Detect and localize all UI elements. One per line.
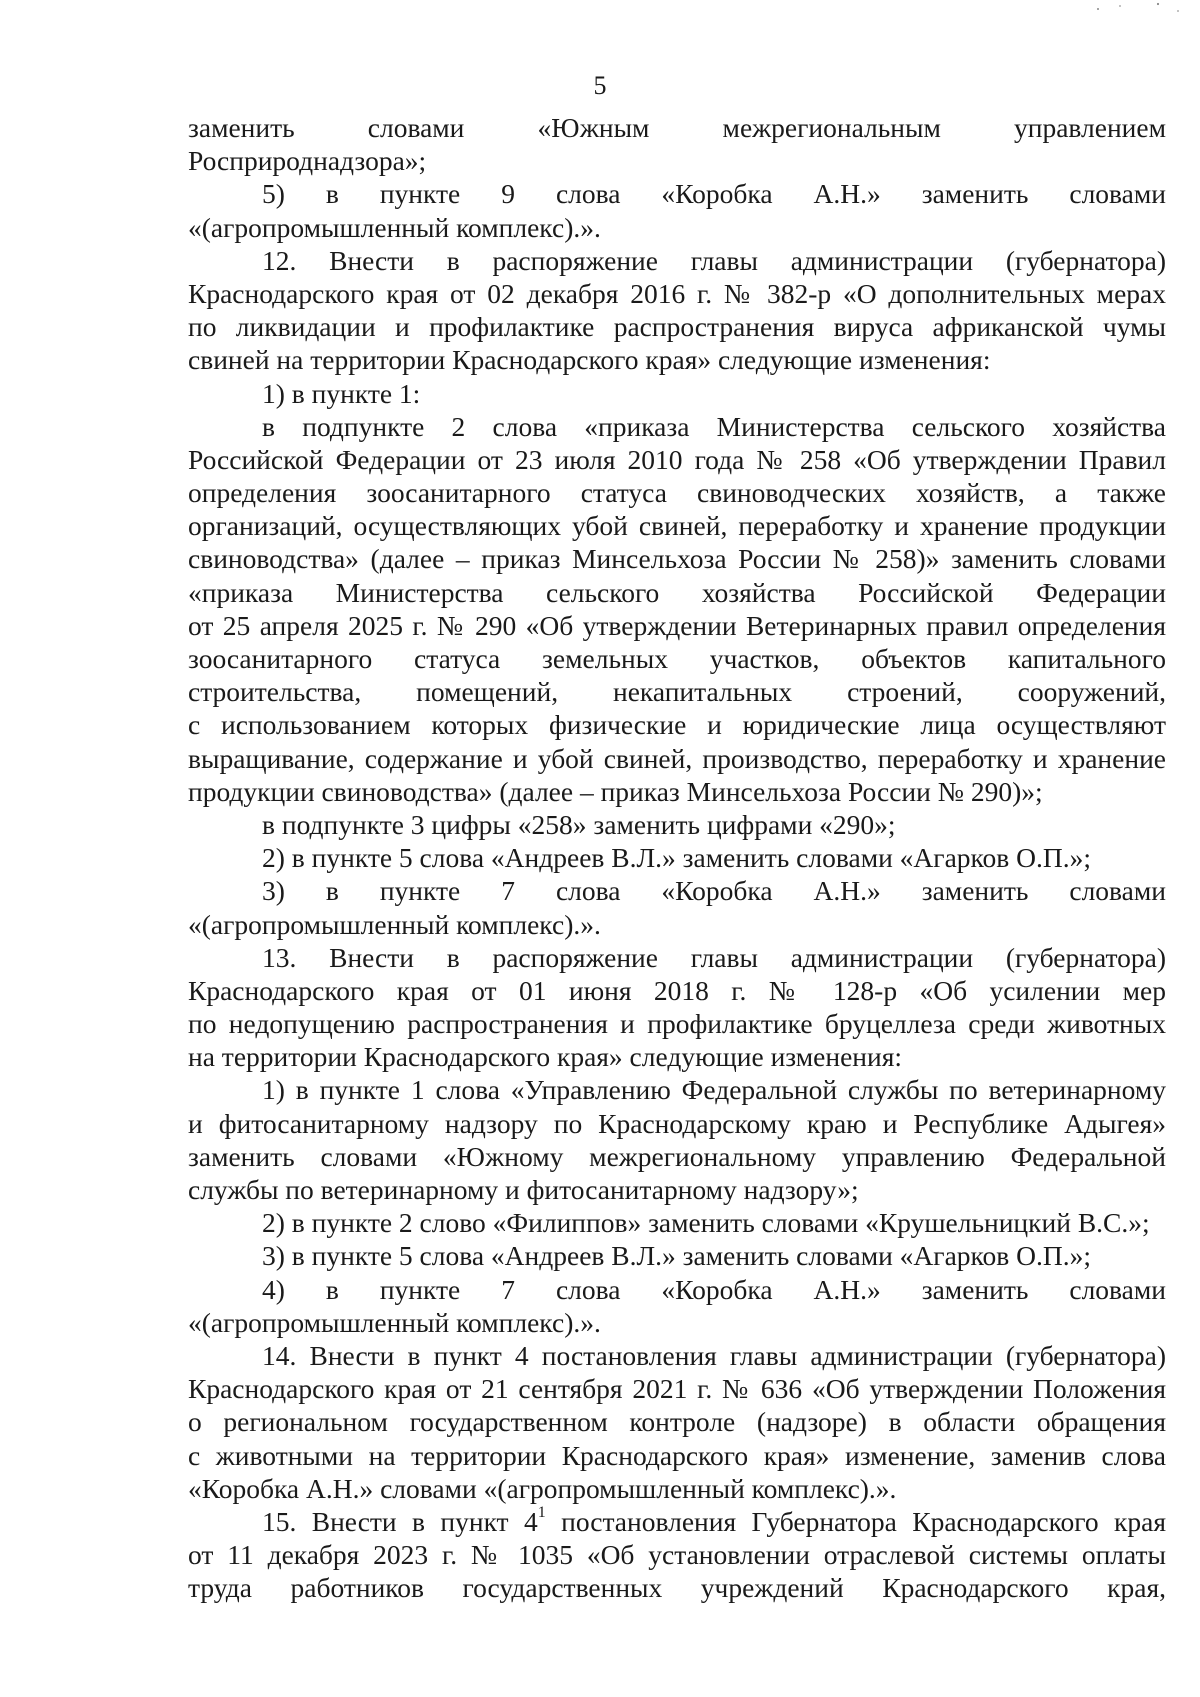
text-line: о региональном государственном контроле (надзоре) в области обращения [188, 1406, 1166, 1438]
text-line: 4) в пункте 7 слова «Коробка А.Н.» заменить словами [262, 1273, 1166, 1305]
document-body [188, 111, 1166, 1604]
text-line: службы по ветеринарному и фитосанитарному надзору»; [188, 1174, 859, 1205]
text-line: 13. Внести в распоряжение главы администрации (губернатора) [262, 941, 1166, 973]
text-line: в подпункте 3 цифры «258» заменить цифрами «290»; [262, 808, 896, 840]
text-line: труда работников государственных учреждений Краснодарского края, [188, 1572, 1166, 1604]
text-line: определения зоосанитарного статуса свиноводческих хозяйств, а также [188, 477, 1166, 509]
text-fragment: постановления Губернатора Краснодарского края [545, 1505, 1166, 1537]
text-line: Российской Федерации от 23 июля 2010 года № 258 «Об утверждении Правил [188, 443, 1166, 475]
text-line: зоосанитарного статуса земельных участков, объектов капитального [188, 643, 1166, 674]
text-line: продукции свиноводства» (далее – приказ Минсельхоза России № 290)»; [188, 775, 1043, 807]
text-line: «Коробка А.Н.» словами «(агропромышленный комплекс).». [188, 1472, 897, 1504]
text-line: организаций, осуществляющих убой свиней, переработку и хранение продукции [188, 510, 1166, 542]
text-line: и фитосанитарному надзору по Краснодарскому краю и Республике Адыгея» [188, 1107, 1166, 1139]
text-line [188, 1505, 1166, 1538]
text-line: заменить словами «Южному межрегиональному управлению Федеральной [188, 1140, 1166, 1172]
text-line: Краснодарского края от 02 декабря 2016 г. № 382-р «О дополнительных мерах [188, 277, 1166, 309]
superscript: 1 [537, 1503, 546, 1521]
text-line: 14. Внести в пункт 4 постановления главы администрации (губернатора) [262, 1339, 1166, 1371]
text-line: Краснодарского края от 21 сентября 2021 г. № 636 «Об утверждении Положения [188, 1373, 1166, 1405]
scan-artifact [1080, 0, 1200, 20]
text-line: от 25 апреля 2025 г. № 290 «Об утверждении Ветеринарных правил определения [188, 609, 1166, 641]
text-line: по недопущению распространения и профилактике бруцеллеза среди животных [188, 1008, 1166, 1040]
text-line: 5) в пункте 9 слова «Коробка А.Н.» заменить словами [262, 178, 1166, 210]
text-line: «(агропромышленный комплекс).». [188, 908, 601, 940]
text-line: «(агропромышленный комплекс).». [188, 1306, 601, 1338]
text-line: в подпункте 2 слова «приказа Министерства сельского хозяйства [262, 410, 1166, 442]
text-line: выращивание, содержание и убой свиней, производство, переработку и хранение [188, 742, 1166, 774]
text-line: 3) в пункте 5 слова «Андреев В.Л.» заменить словами «Агарков О.П.»; [262, 1240, 1091, 1272]
text-line: свиней на территории Краснодарского края» следующие изменения: [188, 344, 991, 376]
text-line: строительства, помещений, некапитальных строений, сооружений, [188, 676, 1166, 708]
text-line: на территории Краснодарского края» следующие изменения: [188, 1041, 903, 1073]
text-line: «приказа Министерства сельского хозяйства Российской Федерации [188, 576, 1166, 608]
text-line: Росприроднадзора»; [188, 145, 427, 177]
text-line: от 11 декабря 2023 г. № 1035 «Об установлении отраслевой системы оплаты [188, 1539, 1166, 1571]
text-line: с животными на территории Краснодарского края» изменение, заменив слова [188, 1439, 1166, 1471]
text-line: 1) в пункте 1: [262, 377, 421, 409]
text-line: 12. Внести в распоряжение главы администрации (губернатора) [262, 244, 1166, 276]
text-line: 2) в пункте 2 слово «Филиппов» заменить словами «Крушельницкий В.С.»; [262, 1207, 1150, 1239]
page-number: 5 [593, 71, 607, 100]
text-fragment: 15. Внести в пункт 4 [262, 1505, 538, 1537]
text-line: 3) в пункте 7 слова «Коробка А.Н.» заменить словами [262, 875, 1166, 907]
text-line: «(агропромышленный комплекс).». [188, 211, 601, 243]
text-line: с использованием которых физические и юридические лица осуществляют [188, 709, 1166, 741]
text-line: 2) в пункте 5 слова «Андреев В.Л.» заменить словами «Агарков О.П.»; [262, 842, 1091, 874]
text-line: заменить словами «Южным межрегиональным управлением [188, 112, 1166, 143]
text-line: Краснодарского края от 01 июня 2018 г. № 128-р «Об усилении мер [188, 974, 1166, 1006]
text-line: свиноводства» (далее – приказ Минсельхоза России № 258)» заменить словами [188, 543, 1166, 575]
text-line: по ликвидации и профилактике распространения вируса африканской чумы [188, 311, 1166, 343]
text-line: 1) в пункте 1 слова «Управлению Федеральной службы по ветеринарному [262, 1074, 1166, 1106]
